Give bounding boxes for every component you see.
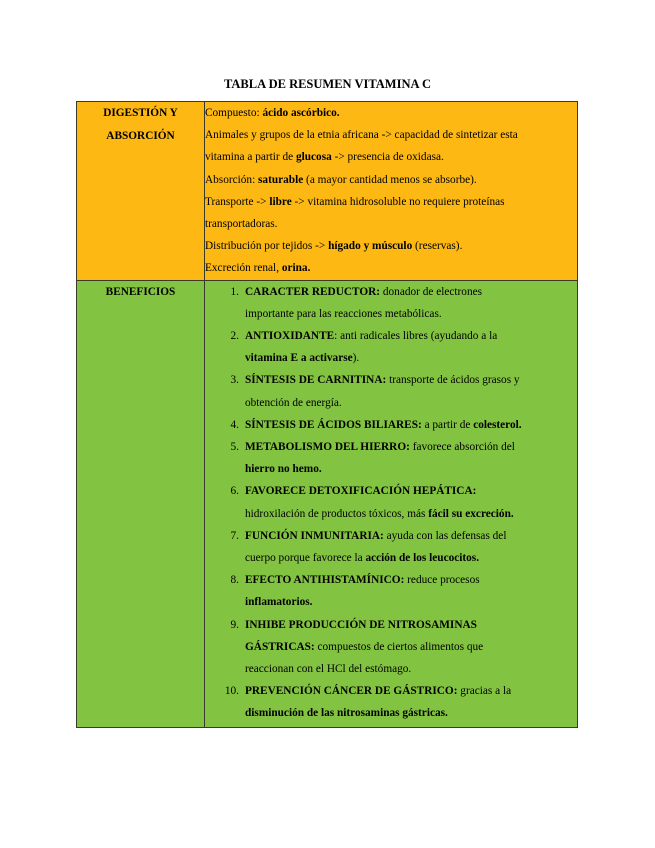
benefit-text [245,414,571,436]
bold-text: INHIBE PRODUCCIÓN DE NITROSAMINAS [245,618,477,631]
benefit-text [245,369,571,413]
digestion-line [205,213,577,235]
digestion-label-line2: ABSORCIÓN [106,129,175,142]
bold-text: acción de los leucocitos. [365,552,480,565]
bold-text: saturable [258,173,304,186]
benefit-number: 10. [224,685,239,698]
digestion-line [205,102,577,124]
bold-text: libre [269,195,292,208]
text-segment: vitamina a partir de [205,151,296,164]
digestion-label-cell [77,102,205,281]
benefit-item [205,281,571,325]
bold-text: hierro no hemo. [245,463,322,476]
bold-text: disminución de las nitrosaminas gástricas. [245,707,448,720]
text-segment: ). [352,352,360,365]
text-segment: a partir de [421,418,474,431]
text-segment: donador de electrones [380,285,483,298]
bold-text: ANTIOXIDANTE [245,330,335,343]
bold-text: CARACTER REDUCTOR: [245,285,381,298]
benefit-number: 1. [230,285,239,298]
digestion-line [205,191,577,213]
benefits-row [77,280,578,727]
text-segment: (reservas). [412,240,463,253]
bold-text: inflamatorios. [245,596,313,609]
text-segment: Absorción: [205,173,259,186]
text-segment: favorece absorción del [409,441,515,454]
benefits-label: BENEFICIOS [105,285,176,298]
text-segment: -> presencia de oxidasa. [331,151,444,164]
text-segment: reduce procesos [404,574,480,587]
benefits-label-cell [77,280,205,727]
bold-text: colesterol. [473,418,522,431]
digestion-label-line1: DIGESTIÓN Y [103,107,178,119]
text-segment: importante para las reacciones metabólicas. [245,307,442,320]
bold-text: vitamina E a activarse [245,352,353,365]
text-segment: : anti radicales libres (ayudando a la [334,330,498,343]
text-segment: obtención de energía. [245,396,342,409]
benefit-text [245,436,571,480]
bold-text: glucosa [295,151,332,164]
benefit-text [245,281,571,325]
text-segment: Animales y grupos de la etnia africana -> capacidad de sintetizar esta [205,129,518,142]
text-segment: ayuda con las defensas del [383,529,507,542]
digestion-line [205,235,577,257]
text-segment: gracias a la [457,685,512,698]
text-segment: cuerpo porque favorece la [245,552,366,565]
benefits-list [205,281,571,725]
benefit-item [205,325,571,369]
bold-text: SÍNTESIS DE CARNITINA: [245,374,387,387]
benefit-text [245,480,571,524]
benefit-item [205,369,571,413]
benefit-number: 5. [230,441,239,454]
text-segment: reaccionan con el HCl del estómago. [245,663,412,676]
document-title: TABLA DE RESUMEN VITAMINA C [224,77,431,91]
digestion-row [77,102,578,281]
benefit-text [245,614,571,681]
text-segment: compuestos de ciertos alimentos que [314,640,484,653]
bold-text: FUNCIÓN INMUNITARIA: [245,529,384,542]
benefit-number: 6. [230,485,239,498]
bold-text: ácido ascórbico. [262,107,340,119]
digestion-line [205,169,577,191]
bold-text: SÍNTESIS DE ÁCIDOS BILIARES: [245,418,422,431]
benefit-text [245,680,571,724]
bold-text: FAVORECE DETOXIFICACIÓN HEPÁTICA: [245,485,477,498]
digestion-content-cell [205,102,578,281]
benefit-number: 9. [230,618,239,631]
bold-text: EFECTO ANTIHISTAMÍNICO: [245,574,405,587]
text-segment: (a mayor cantidad menos se absorbe). [303,173,477,186]
bold-text: GÁSTRICAS: [245,640,315,653]
bold-text: hígado y músculo [328,240,413,253]
benefit-item [205,436,571,480]
bold-text: orina. [281,262,311,275]
text-segment: hidroxilación de productos tóxicos, más [245,507,429,520]
digestion-line [205,257,577,279]
benefit-item [205,614,571,681]
digestion-line [205,124,577,146]
text-segment: transportadoras. [205,218,278,231]
text-segment: -> vitamina hidrosoluble no requiere proteínas [291,195,505,208]
benefit-item [205,525,571,569]
benefit-number: 8. [230,574,239,587]
text-segment: Compuesto: [205,107,263,119]
benefit-number: 2. [230,330,239,343]
benefit-item [205,680,571,724]
digestion-line [205,146,577,168]
bold-text: METABOLISMO DEL HIERRO: [245,441,410,454]
summary-table [76,101,578,728]
benefit-text [245,525,571,569]
benefits-content-cell [205,280,578,727]
text-segment: Distribución por tejidos -> [205,240,329,253]
benefit-item [205,569,571,613]
text-segment: transporte de ácidos grasos y [386,374,520,387]
benefit-text [245,325,571,369]
benefit-number: 4. [230,418,239,431]
benefit-number: 7. [230,529,239,542]
benefit-number: 3. [230,374,239,387]
benefit-item [205,414,571,436]
text-segment: Excreción renal, [205,262,282,275]
benefit-item [205,480,571,524]
text-segment: Transporte -> [205,195,270,208]
bold-text: PREVENCIÓN CÁNCER DE GÁSTRICO: [245,685,458,698]
bold-text: fácil su excreción. [428,507,514,520]
benefit-text [245,569,571,613]
